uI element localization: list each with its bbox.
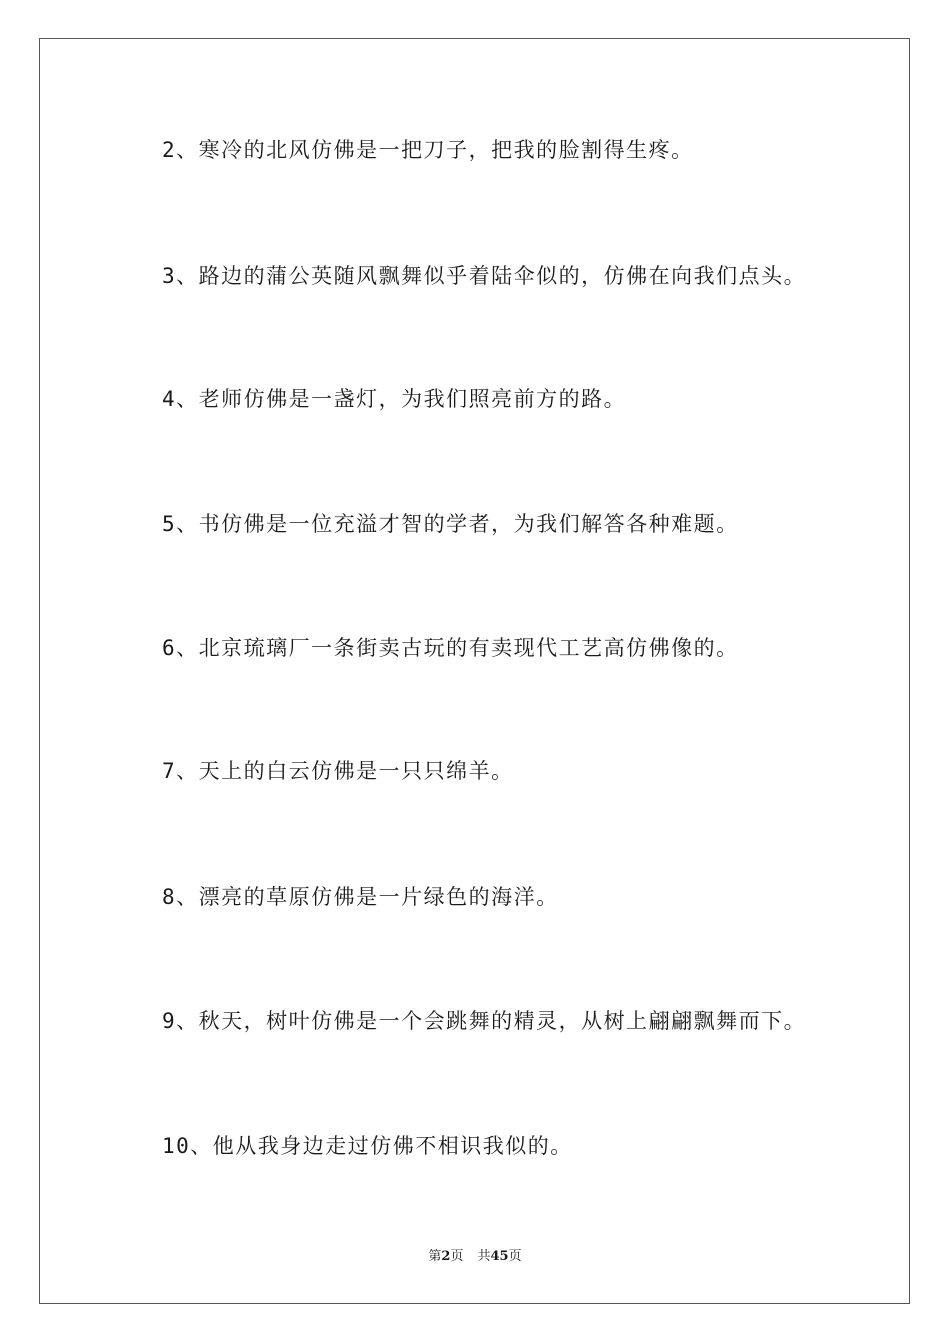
sentence-7: 7、天上的白云仿佛是一只只绵羊。 — [162, 759, 514, 783]
sentence-5: 5、书仿佛是一位充溢才智的学者，为我们解答各种难题。 — [162, 512, 739, 536]
sentence-9: 9、秋天，树叶仿佛是一个会跳舞的精灵，从树上翩翩飘舞而下。 — [162, 1009, 807, 1033]
sentence-10: 10、他从我身边走过仿佛不相识我似的。 — [162, 1134, 573, 1158]
footer-total-prefix: 共 — [477, 1249, 491, 1264]
sentence-3: 3、路边的蒲公英随风飘舞似乎着陆伞似的，仿佛在向我们点头。 — [162, 264, 807, 288]
footer-page-suffix: 页 — [450, 1249, 464, 1264]
footer-page-prefix: 第 — [428, 1249, 442, 1264]
footer-total-suffix: 页 — [508, 1249, 522, 1264]
sentence-4: 4、老师仿佛是一盏灯，为我们照亮前方的路。 — [162, 387, 627, 411]
footer-total-pages: 45 — [490, 1249, 509, 1264]
sentence-8: 8、漂亮的草原仿佛是一片绿色的海洋。 — [162, 885, 559, 909]
footer-page-number: 2 — [441, 1249, 451, 1264]
sentence-6: 6、北京琉璃厂一条街卖古玩的有卖现代工艺高仿佛像的。 — [162, 636, 739, 660]
sentence-2: 2、寒冷的北风仿佛是一把刀子，把我的脸割得生疼。 — [162, 138, 694, 162]
page-footer — [0, 1249, 950, 1265]
